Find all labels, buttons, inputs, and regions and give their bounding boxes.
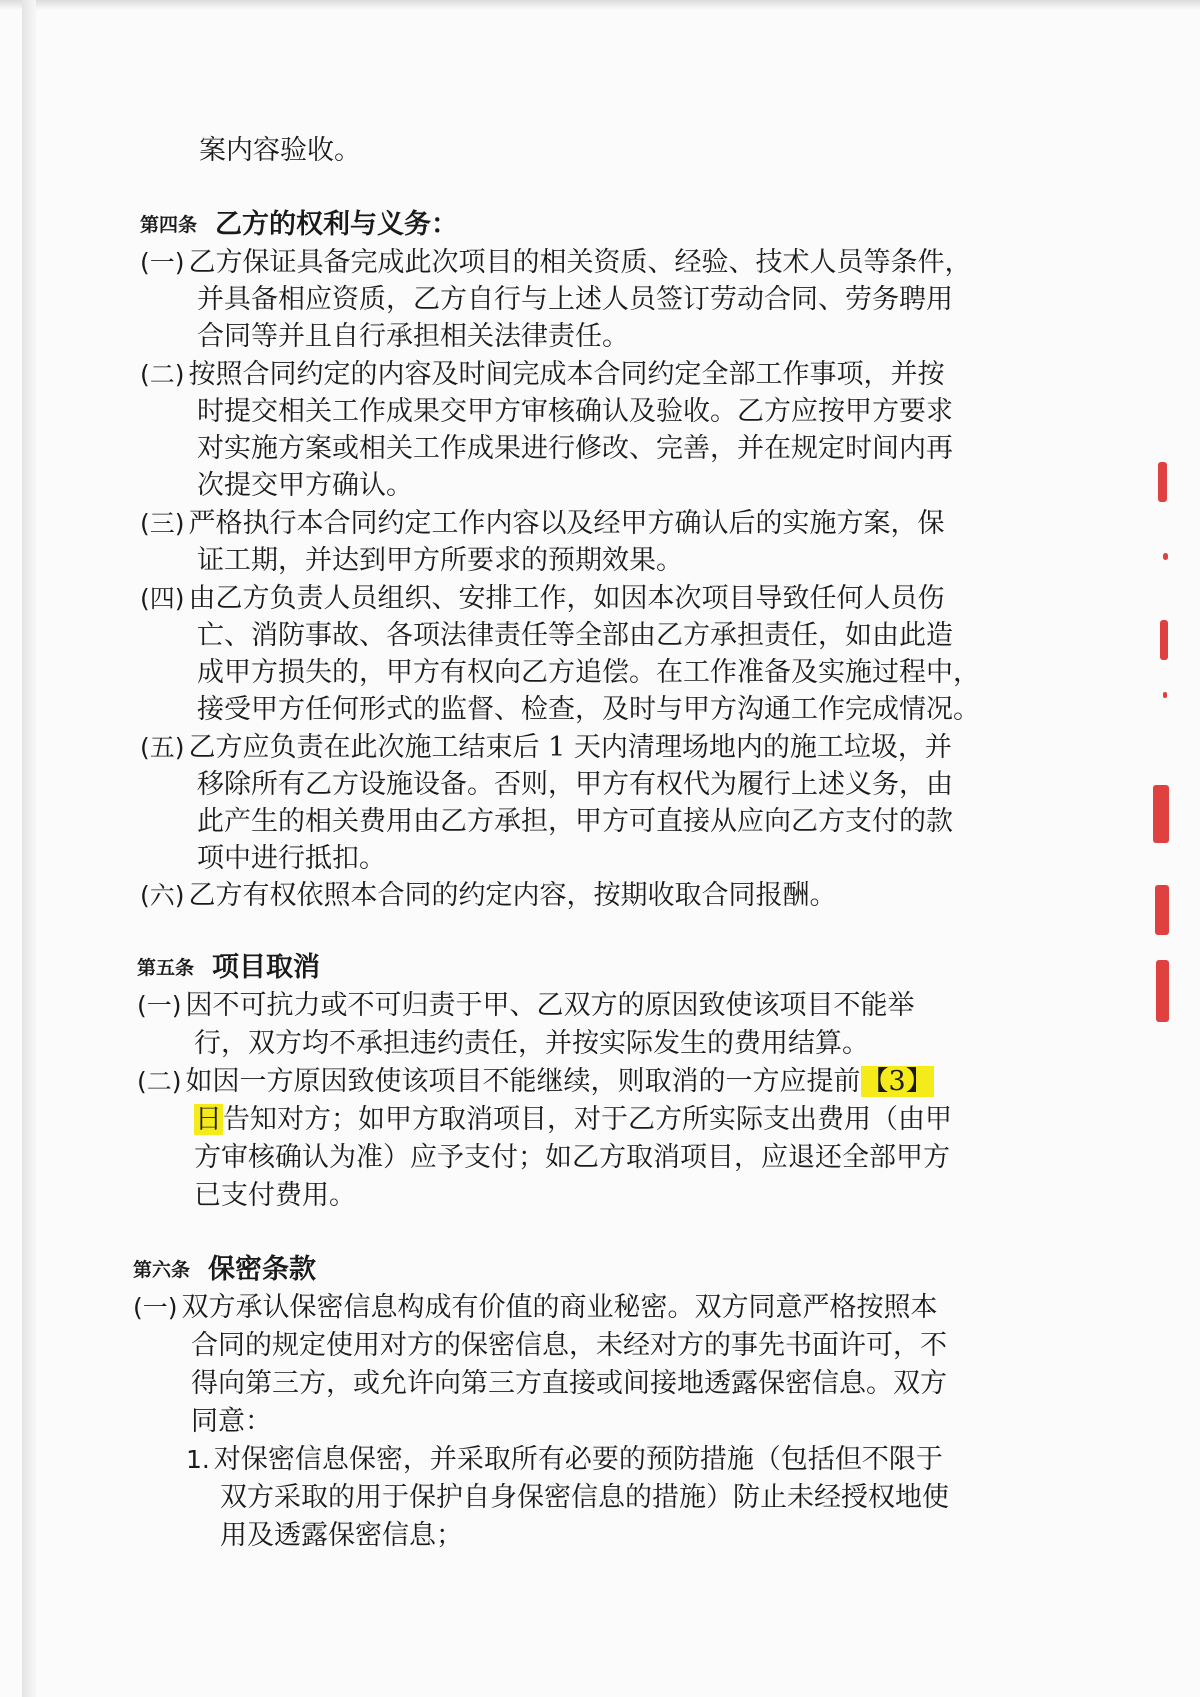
- article6-sub1-line3: 用及透露保密信息；: [220, 1520, 463, 1551]
- article4-item2-line4: 次提交甲方确认。: [197, 470, 413, 501]
- highlighted-day-unit: 日: [195, 1104, 222, 1135]
- article4-item3-line2: 证工期，并达到甲方所要求的预期效果。: [197, 545, 683, 576]
- article4-title: 乙方的权利与义务：: [215, 209, 459, 240]
- intro-line: 案内容验收。: [199, 135, 361, 166]
- article5-item1-line1: (一) 因不可抗力或不可归责于甲、乙双方的原因致使该项目不能举: [137, 990, 915, 1021]
- article6-sub1-line2: 双方采取的用于保护自身保密信息的措施）防止未经授权地使: [220, 1482, 949, 1513]
- article4-item2-line3: 对实施方案或相关工作成果进行修改、完善，并在规定时间内再: [197, 433, 953, 464]
- article4-item4-line4: 接受甲方任何形式的监督、检查，及时与甲方沟通工作完成情况。: [197, 694, 980, 725]
- article6-item1-line1: (一) 双方承认保密信息构成有价值的商业秘密。双方同意严格按照本: [133, 1292, 938, 1323]
- binding-edge: [22, 0, 36, 1697]
- article5-heading: [137, 950, 320, 989]
- scan-top-edge: [0, 0, 1200, 10]
- article4-heading: [140, 207, 458, 246]
- article6-heading: [133, 1252, 316, 1291]
- article4-item5-line3: 此产生的相关费用由乙方承担，甲方可直接从应向乙方支付的款: [197, 806, 953, 837]
- article4-item4-line3: 成甲方损失的，甲方有权向乙方追偿。在工作准备及实施过程中，: [197, 657, 980, 688]
- article5-item2-line2: 日告知对方；如甲方取消项目，对于乙方所实际支出费用（由甲: [195, 1104, 952, 1135]
- article5-item2-line1: (二) 如因一方原因致使该项目不能继续，则取消的一方应提前【3】: [137, 1066, 933, 1097]
- article4-item5-line4: 项中进行抵扣。: [197, 843, 386, 874]
- article6-title: 保密条款: [208, 1254, 317, 1285]
- article5-item2-line4: 已支付费用。: [194, 1180, 356, 1211]
- article4-item5-line2: 移除所有乙方设施设备。否则，甲方有权代为履行上述义务，由: [197, 769, 953, 800]
- article4-number: 第四条: [140, 214, 198, 236]
- article5-number: 第五条: [137, 957, 195, 979]
- article4-item4-line1: (四) 由乙方负责人员组织、安排工作，如因本次项目导致任何人员伤: [140, 583, 945, 614]
- article4-item6-line1: (六) 乙方有权依照本合同的约定内容，按期收取合同报酬。: [140, 880, 837, 911]
- article4-item1-line3: 合同等并且自行承担相关法律责任。: [197, 321, 629, 352]
- article6-item1-line2: 合同的规定使用对方的保密信息，未经对方的事先书面许可，不: [191, 1330, 947, 1361]
- article4-item4-line2: 亡、消防事故、各项法律责任等全部由乙方承担责任，如由此造: [197, 620, 953, 651]
- article4-item5-line1: (五) 乙方应负责在此次施工结束后 1 天内清理场地内的施工垃圾，并: [140, 732, 952, 763]
- article4-item3-line1: (三) 严格执行本合同约定工作内容以及经甲方确认后的实施方案，保: [140, 508, 945, 539]
- highlighted-days: 【3】: [861, 1066, 933, 1097]
- article6-number: 第六条: [133, 1259, 191, 1281]
- article6-item1-line3: 得向第三方，或允许向第三方直接或间接地透露保密信息。双方: [191, 1368, 947, 1399]
- article4-item1-line1: (一) 乙方保证具备完成此次项目的相关资质、经验、技术人员等条件，: [140, 247, 972, 278]
- article4-item2-line2: 时提交相关工作成果交甲方审核确认及验收。乙方应按甲方要求: [197, 396, 953, 427]
- article4-item1-line2: 并具备相应资质，乙方自行与上述人员签订劳动合同、劳务聘用: [197, 284, 953, 315]
- article5-item1-line2: 行，双方均不承担违约责任，并按实际发生的费用结算。: [194, 1028, 869, 1059]
- article6-sub1-line1: 1. 对保密信息保密，并采取所有必要的预防措施（包括但不限于: [186, 1444, 943, 1475]
- article6-item1-line4: 同意：: [191, 1406, 272, 1437]
- article5-item2-line3: 方审核确认为准）应予支付；如乙方取消项目，应退还全部甲方: [194, 1142, 950, 1173]
- article5-title: 项目取消: [212, 952, 321, 983]
- article4-item2-line1: (二) 按照合同约定的内容及时间完成本合同约定全部工作事项，并按: [140, 359, 945, 390]
